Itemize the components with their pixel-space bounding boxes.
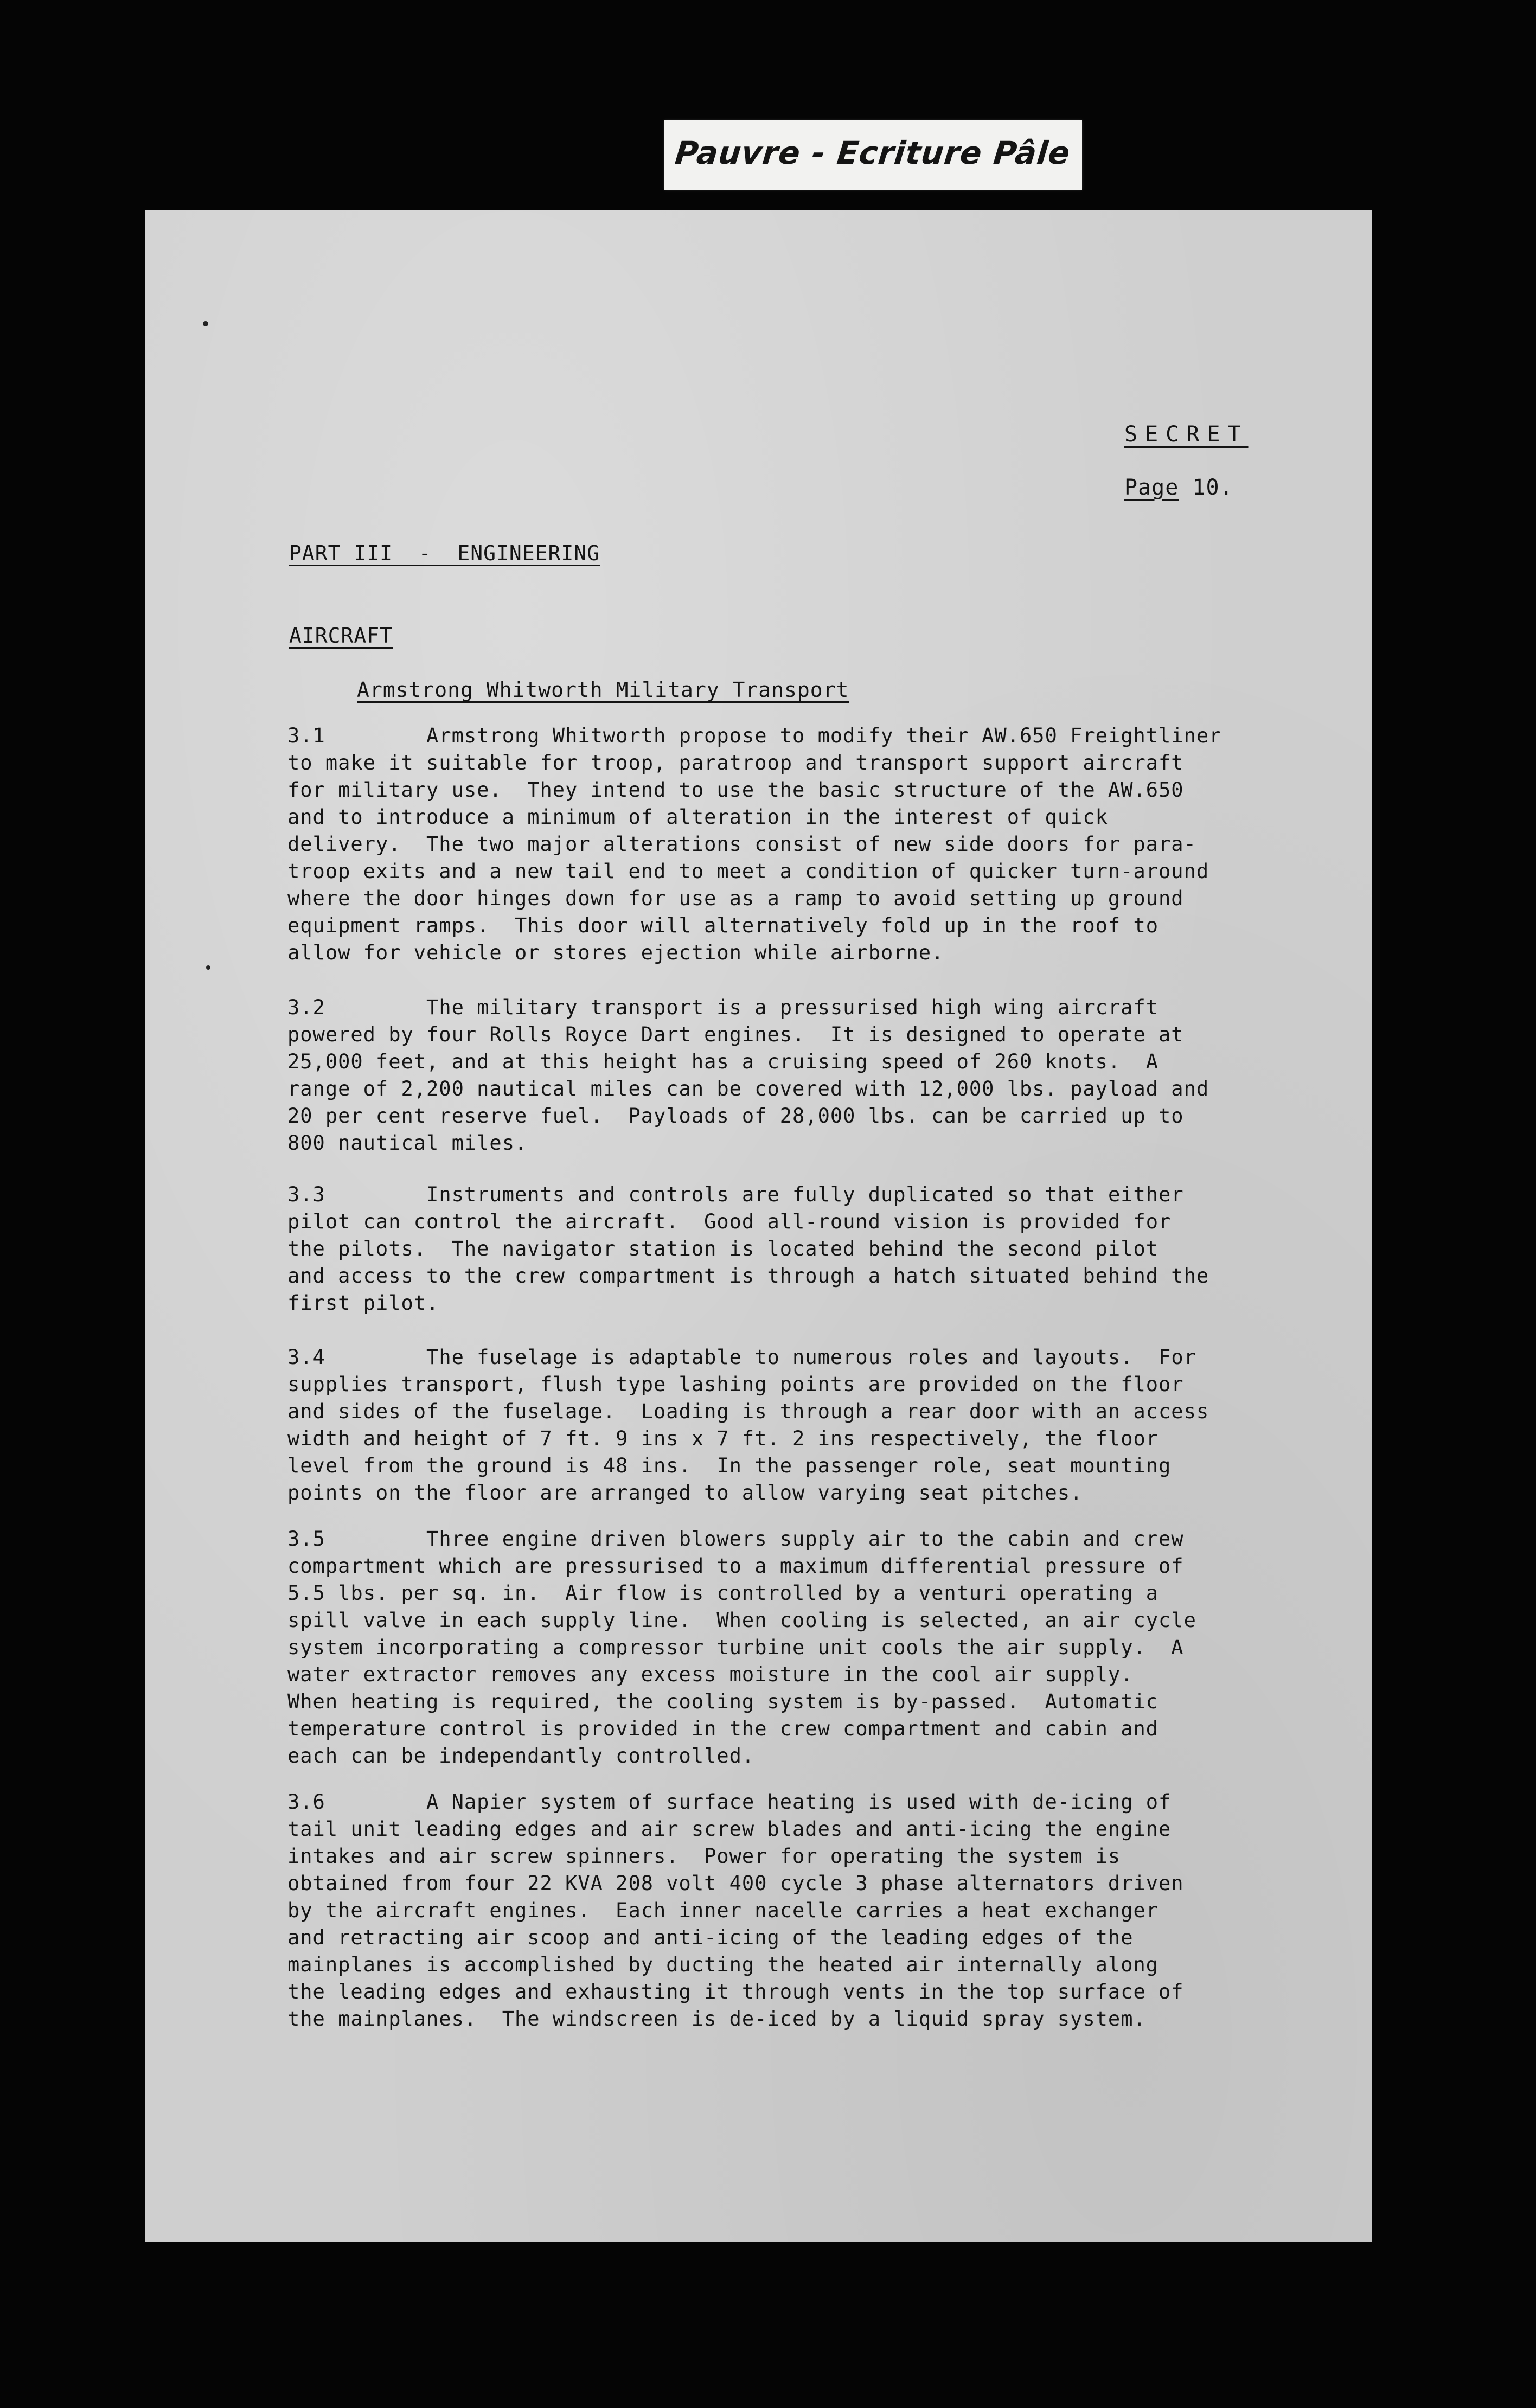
paragraph-line: for military use. They intend to use the basic structure of the AW.650 <box>287 778 1184 802</box>
paragraph-3-3 <box>287 1181 1334 1317</box>
paragraph-line: temperature control is provided in the crew compartment and cabin and <box>287 1717 1159 1740</box>
paragraph-line: each can be independantly controlled. <box>287 1744 755 1767</box>
paragraph-line: equipment ramps. This door will alternatively fold up in the roof to <box>287 914 1159 937</box>
paragraph-line: to make it suitable for troop, paratroop and transport support aircraft <box>287 751 1184 774</box>
paragraph-line: first pilot. <box>287 1291 439 1315</box>
paragraph-line: intakes and air screw spinners. Power for operating the system is <box>287 1845 1121 1868</box>
paragraph-line: spill valve in each supply line. When cooling is selected, an air cycle <box>287 1609 1196 1632</box>
paragraph-3-4 <box>287 1344 1334 1507</box>
paragraph-line: tail unit leading edges and air screw blades and anti-icing the engine <box>287 1817 1172 1841</box>
document-page <box>145 210 1372 2242</box>
paragraph-number: 3.1 <box>287 724 325 747</box>
paragraph-line: When heating is required, the cooling system is by-passed. Automatic <box>287 1690 1159 1713</box>
paragraph-line: pilot can control the aircraft. Good all-round vision is provided for <box>287 1210 1172 1233</box>
paragraph-line: water extractor removes any excess moisture in the cool air supply. <box>287 1663 1134 1686</box>
part-title: PART III - ENGINEERING <box>289 541 600 565</box>
paragraph-number: 3.6 <box>287 1790 325 1814</box>
paragraph-line: 3.3 Instruments and controls are fully duplicated so that either <box>287 1183 1184 1206</box>
paragraph-line: powered by four Rolls Royce Dart engines. It is designed to operate at <box>287 1023 1184 1046</box>
paper-speck <box>206 965 210 970</box>
paper-speck <box>203 321 208 326</box>
paragraph-line: allow for vehicle or stores ejection while airborne. <box>287 941 944 964</box>
paragraph-line: delivery. The two major alterations consist of new side doors for para- <box>287 832 1196 856</box>
paragraph-line: supplies transport, flush type lashing points are provided on the floor <box>287 1373 1184 1396</box>
paragraph-line: 3.5 Three engine driven blowers supply air to the cabin and crew <box>287 1527 1184 1551</box>
paragraph-line: troop exits and a new tail end to meet a condition of quicker turn-around <box>287 860 1209 883</box>
paragraph-line: width and height of 7 ft. 9 ins x 7 ft. 2 ins respectively, the floor <box>287 1427 1159 1450</box>
paragraph-3-6 <box>287 1789 1334 2033</box>
paragraph-line: mainplanes is accomplished by ducting the heated air internally along <box>287 1953 1159 1976</box>
paragraph-3-2 <box>287 994 1334 1157</box>
paragraph-line: 25,000 feet, and at this height has a cruising speed of 260 knots. A <box>287 1050 1159 1073</box>
paragraph-line: compartment which are pressurised to a maximum differential pressure of <box>287 1554 1184 1578</box>
paragraph-line: 3.4 The fuselage is adaptable to numerous roles and layouts. For <box>287 1346 1196 1369</box>
paragraph-line: obtained from four 22 KVA 208 volt 400 cycle 3 phase alternators driven <box>287 1872 1184 1895</box>
paragraph-line: 5.5 lbs. per sq. in. Air flow is controlled by a venturi operating a <box>287 1581 1159 1605</box>
paragraph-number: 3.5 <box>287 1527 325 1551</box>
paragraph-line: 3.2 The military transport is a pressurised high wing aircraft <box>287 996 1159 1019</box>
paragraph-number: 3.3 <box>287 1183 325 1206</box>
paragraph-line: the mainplanes. The windscreen is de-iced by a liquid spray system. <box>287 2007 1146 2031</box>
page-number <box>1124 475 1233 500</box>
archive-label-text: Pauvre - Ecriture Pâle <box>673 135 1072 171</box>
paragraph-number: 3.4 <box>287 1346 325 1369</box>
paragraph-line: and access to the crew compartment is through a hatch situated behind the <box>287 1264 1209 1288</box>
section-heading: AIRCRAFT <box>289 624 393 648</box>
page-number-value: 10. <box>1192 475 1233 500</box>
paragraph-line: 3.6 A Napier system of surface heating is used with de-icing of <box>287 1790 1172 1814</box>
subheading: Armstrong Whitworth Military Transport <box>357 678 849 702</box>
paragraph-3-1 <box>287 722 1334 966</box>
paragraph-line: level from the ground is 48 ins. In the passenger role, seat mounting <box>287 1454 1172 1477</box>
paragraph-number: 3.2 <box>287 996 325 1019</box>
archive-label <box>664 120 1082 190</box>
paragraph-line: range of 2,200 nautical miles can be covered with 12,000 lbs. payload and <box>287 1077 1209 1100</box>
paragraph-line: and to introduce a minimum of alteration in the interest of quick <box>287 805 1108 829</box>
paragraph-line: the leading edges and exhausting it through vents in the top surface of <box>287 1980 1184 2003</box>
paragraph-line: 3.1 Armstrong Whitworth propose to modify their AW.650 Freightliner <box>287 724 1222 747</box>
classification-marking: SECRET <box>1124 422 1249 447</box>
paragraph-line: by the aircraft engines. Each inner nacelle carries a heat exchanger <box>287 1899 1159 1922</box>
paragraph-line: 20 per cent reserve fuel. Payloads of 28,000 lbs. can be carried up to <box>287 1104 1184 1128</box>
paragraph-line: system incorporating a compressor turbine unit cools the air supply. A <box>287 1636 1184 1659</box>
paragraph-line: points on the floor are arranged to allow varying seat pitches. <box>287 1481 1083 1504</box>
paragraph-line: and sides of the fuselage. Loading is through a rear door with an access <box>287 1400 1209 1423</box>
page-number-label: Page <box>1124 475 1179 500</box>
paragraph-3-5 <box>287 1526 1334 1770</box>
paragraph-line: the pilots. The navigator station is located behind the second pilot <box>287 1237 1159 1260</box>
paragraph-line: where the door hinges down for use as a ramp to avoid setting up ground <box>287 887 1184 910</box>
paragraph-line: 800 nautical miles. <box>287 1131 528 1155</box>
paragraph-line: and retracting air scoop and anti-icing of the leading edges of the <box>287 1926 1134 1949</box>
